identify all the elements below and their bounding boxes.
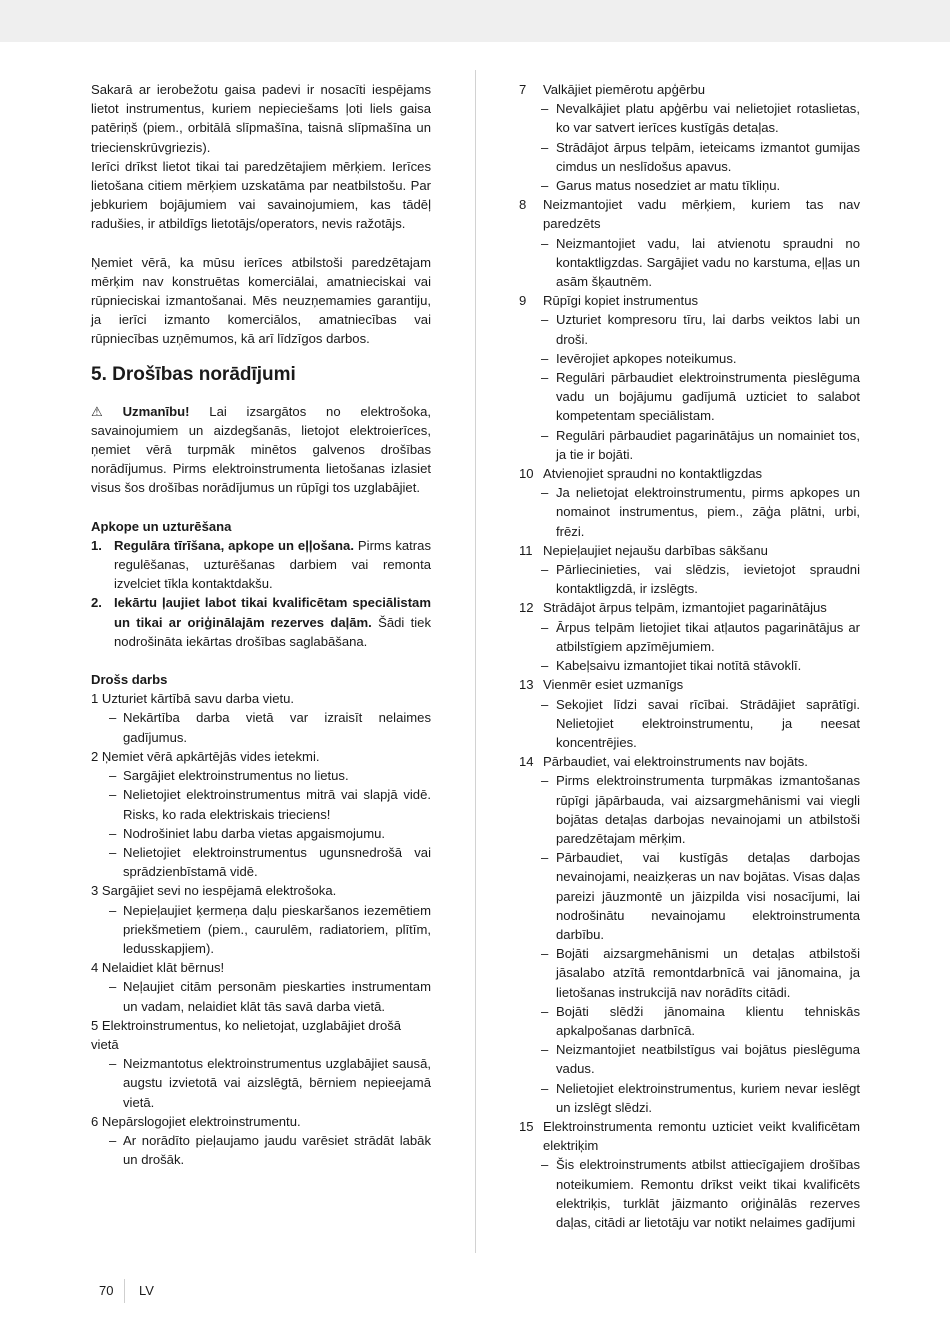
maintenance-list	[91, 536, 431, 651]
item-number: 2.	[91, 595, 102, 611]
warning-label: Uzmanību!	[122, 403, 190, 419]
list-subitem: – Nevalkājiet platu apģērbu vai nelietojiet rotaslietas, ko var satvert ierīces kustīgās detaļas.	[541, 101, 860, 136]
list-subitem: – Ievērojiet apkopes noteikumus.	[541, 350, 737, 366]
section-title: 5. Drošības norādījumi	[91, 363, 296, 385]
safe-work-heading: Drošs darbs	[91, 672, 168, 688]
list-item-heading: 13 Vienmēr esiet uzmanīgs	[519, 677, 684, 693]
list-subitem: – Nodrošiniet labu darba vietas apgaismojumu.	[109, 825, 386, 841]
right-column	[519, 80, 860, 1232]
intro-paragraph-3: Ņemiet vērā, ka mūsu ierīces atbilstoši paredzētajam mērķim nav konstruētas komerciālai, amatnieciskai vai rūpnieciskai izmantošanai. Mēs neuzņemamies garantiju, ja ierīci izmanto komerciālos, amatniecības vai rūpniecības uzņēmumos, kā arī līdzīgos darbos.	[91, 254, 431, 347]
left-column	[91, 80, 431, 1169]
list-subitem: – Pārbaudiet, vai kustīgās detaļas darbojas nevainojami, neaizķeras un nav bojātas. Visas daļas pareizi jāuzmontē un jāizpilda visi nosacījumi, lai nodrošinātu nevainojamu elektroinstrumenta darbību.	[541, 850, 860, 942]
list-subitem: – Ja nelietojat elektroinstrumentu, pirms apkopes un nomainot instrumentus, piem., zāģa plātni, urbi, frēzi.	[541, 485, 860, 539]
list-subitem: – Nekārtība darba vietā var izraisīt nelaimes gadījumus.	[109, 710, 431, 745]
item-bold-text: Iekārtu ļaujiet labot tikai kvalificētam speciālistam un tikai ar oriģinālajām rezerves daļām.	[114, 595, 431, 630]
list-subitem: – Uzturiet kompresoru tīru, lai darbs veiktos labi un droši.	[541, 312, 860, 347]
list-item-heading: 8 Neizmantojiet vadu mērķiem, kuriem tas nav paredzēts	[519, 197, 860, 232]
list-subitem: – Regulāri pārbaudiet pagarinātājus un nomainiet tos, ja tie ir bojāti.	[541, 427, 860, 462]
safe-work-list	[91, 689, 431, 1169]
page-number: 70	[99, 1283, 114, 1298]
list-subitem: – Kabeļsaivu izmantojiet tikai notītā stāvoklī.	[541, 658, 802, 674]
maintenance-heading: Apkope un uzturēšana	[91, 518, 232, 534]
list-item-heading: 3 Sargājiet sevi no iespējamā elektrošoka.	[91, 883, 337, 899]
list-subitem: – Neļaujiet citām personām pieskarties instrumentam un vadam, nelaidiet klāt tās savā darba vietā.	[109, 979, 431, 1014]
list-subitem: – Regulāri pārbaudiet elektroinstrumenta pieslēguma vadu un bojājumu gadījumā uzticiet to salabot kompetentam speciālistam.	[541, 370, 860, 424]
list-subitem: – Pārliecinieties, vai slēdzis, ievietojot spraudni kontaktligzdā, ir izslēgts.	[541, 562, 860, 597]
list-item-heading: 6 Nepārslogojiet elektroinstrumentu.	[91, 1113, 301, 1129]
list-subitem: – Neizmantotus elektroinstrumentus uzglabājiet sausā, augstu izvietotā vai aizslēgtā, bērniem nepieejamā vietā.	[109, 1056, 431, 1110]
column-divider	[475, 70, 476, 1253]
language-code: LV	[139, 1283, 154, 1298]
list-subitem: – Bojāti aizsargmehānismi un detaļas atbilstoši jāsalabo atzītā remontdarbnīcā vai jānomaina, ja lietošanas instrukcijā nav norādīts citādi.	[541, 946, 860, 1000]
list-item-heading: 11 Nepieļaujiet nejaušu darbības sākšanu	[519, 542, 768, 558]
item-number: 1.	[91, 537, 102, 553]
list-item-heading: 7 Valkājiet piemērotu apģērbu	[519, 82, 706, 97]
list-subitem: – Sargājiet elektroinstrumentus no lietus.	[109, 768, 349, 784]
list-item-heading: 15 Elektroinstrumenta remontu uzticiet veikt kvalificētam elektriķim	[519, 1118, 860, 1154]
item-bold-text: Regulāra tīrīšana, apkope un eļļošana.	[114, 537, 354, 553]
list-item-heading: 9 Rūpīgi kopiet instrumentus	[519, 293, 699, 309]
list-subitem: – Pirms elektroinstrumenta turpmākas izmantošanas rūpīgi jāpārbauda, vai aizsargmehānismi vai viegli bojātas detaļas darbojas nevainojami un atbilstoši paredzētajam mērķim.	[541, 773, 860, 846]
list-item-heading: 5 Elektroinstrumentus, ko nelietojat, uzglabājiet drošā vietā	[91, 1017, 402, 1052]
list-item-heading: 4 Nelaidiet klāt bērnus!	[91, 960, 225, 976]
maintenance-item	[91, 593, 431, 651]
page-header-band	[0, 0, 950, 42]
list-subitem: – Nepieļaujiet ķermeņa daļu pieskaršanos iezemētiem priekšmetiem (piem., caurulēm, radiatoriem, plītīm, ledusskapjiem).	[109, 902, 431, 956]
list-subitem: – Neizmantojiet neatbilstīgus vai bojātus pieslēguma vadus.	[541, 1042, 860, 1077]
list-subitem: – Nelietojiet elektroinstrumentus ugunsnedrošā vai sprādzienbīstamā vidē.	[109, 844, 431, 880]
warning-icon: ⚠	[91, 403, 103, 419]
list-item-heading: 10 Atvienojiet spraudni no kontaktligzdas	[519, 466, 763, 482]
intro-paragraph-1: Sakarā ar ierobežotu gaisa padevi ir nosacīti iespējams lietot instrumentus, kuriem nepieciešams ļoti liels gaisa patēriņš (piem., orbitālā slīpmašīna, taisnā slīpmašīna un triecienskrūvgriezis).	[91, 82, 431, 155]
intro-paragraph-2: Ierīci drīkst lietot tikai tai paredzētajiem mērķiem. Ierīces lietošana citiem mērķiem uzskatāma par neatbilstošu. Par jebkuriem bojājumiem vai savainojumiem, kas tādēļ radušies, ir atbildīgs lietotājs/operators, nevis ražotājs.	[91, 158, 431, 232]
list-item-heading: 14 Pārbaudiet, vai elektroinstruments nav bojāts.	[519, 754, 808, 770]
list-subitem: – Šis elektroinstruments atbilst attiecīgajiem drošības noteikumiem. Remontu drīkst veikt tikai kvalificēts elektriķis, turklāt jāizmanto oriģinālās rezerves daļas, citādi ar lietotāju var notikt nelaimes gadījumi	[541, 1157, 860, 1230]
warning-paragraph	[91, 402, 431, 498]
warning-text: Lai izsargātos no elektrošoka, savainojumiem un aizdegšanās, lietojot elektroierīces, ņemiet vērā turpmāk minētos galvenos drošības norādījumus. Pirms elektroinstrumenta lietošanas izlasiet visus šos drošības norādījumus un rūpīgi tos uzglabājiet.	[91, 403, 431, 496]
list-subitem: – Bojāti slēdži jānomaina klientu tehniskās apkalpošanas darbnīcā.	[541, 1003, 860, 1038]
list-item-heading: 1 Uzturiet kārtībā savu darba vietu.	[91, 691, 295, 707]
item-text: Pirms katras regulēšanas, uzturēšanas darbiem vai remonta izvelciet tīkla kontaktdakšu.	[114, 537, 431, 592]
list-subitem: – Strādājot ārpus telpām, ieteicams izmantot gumijas cimdus un neslīdošus apavus.	[541, 139, 860, 174]
maintenance-item	[91, 536, 431, 594]
list-subitem: – Neizmantojiet vadu, lai atvienotu spraudni no kontaktligzdas. Sargājiet vadu no karstuma, eļļas un asām šķautnēm.	[541, 235, 860, 290]
list-subitem: – Garus matus nosedziet ar matu tīkliņu.	[541, 178, 781, 194]
list-item-heading: 12 Strādājot ārpus telpām, izmantojiet pagarinātājus	[519, 600, 827, 616]
list-subitem: – Ar norādīto pieļaujamo jaudu varēsiet strādāt labāk un drošāk.	[109, 1132, 431, 1168]
list-subitem: – Ārpus telpām lietojiet tikai atļautos pagarinātājus ar atbilstīgiem apzīmējumiem.	[541, 619, 860, 654]
list-subitem: – Sekojiet līdzi savai rīcībai. Strādājiet saprātīgi. Nelietojiet elektroinstrumentu, ja neesat koncentrējies.	[541, 696, 860, 750]
list-subitem: – Nelietojiet elektroinstrumentus, kuriem nevar ieslēgt un izslēgt slēdzi.	[541, 1080, 860, 1115]
list-subitem: – Nelietojiet elektroinstrumentus mitrā vai slapjā vidē. Risks, ko rada elektriskais trieciens!	[109, 787, 431, 822]
list-item-heading: 2 Ņemiet vērā apkārtējās vides ietekmi.	[91, 748, 320, 764]
item-text: Šādi tiek nodrošināta iekārtas drošības saglabāšana.	[114, 614, 432, 649]
footer-divider	[124, 1279, 125, 1303]
